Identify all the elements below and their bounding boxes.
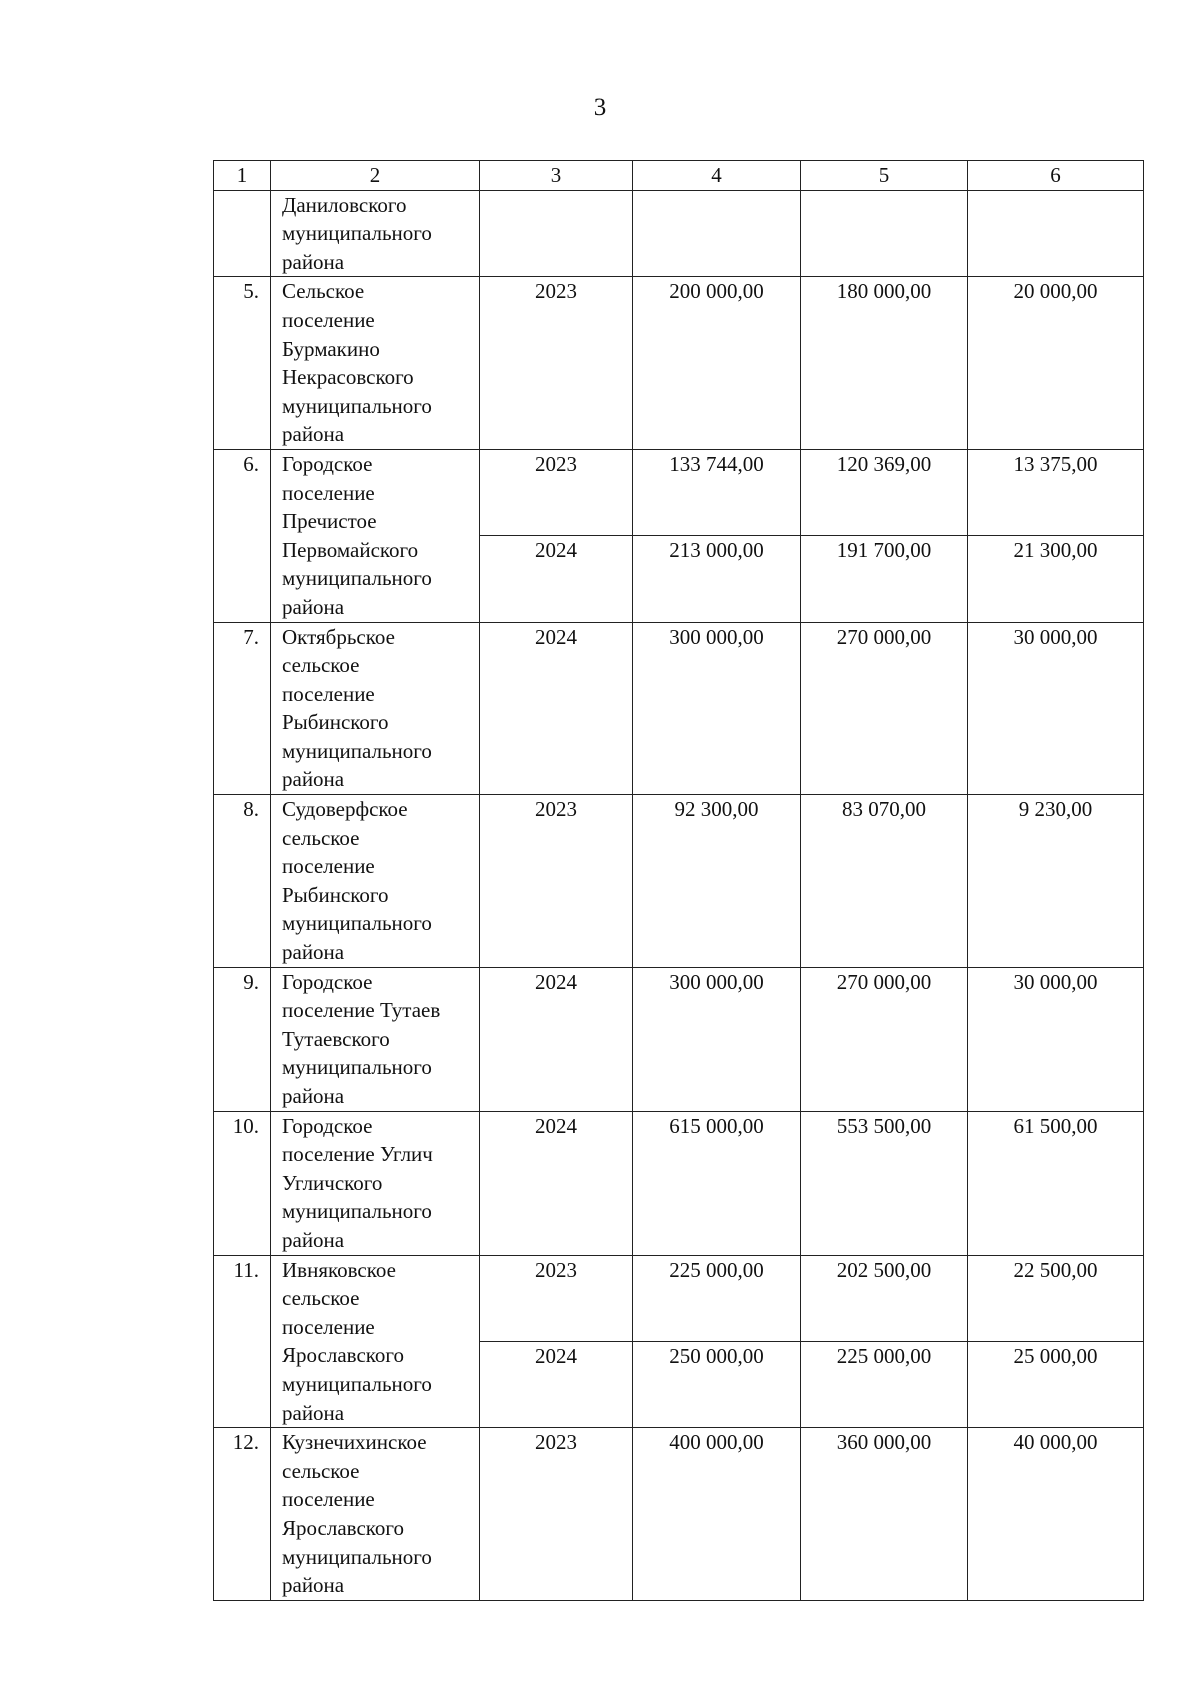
settlement-name-cell — [271, 622, 480, 795]
column-6-amount-cell: 25 000,00 — [968, 1341, 1144, 1427]
year-cell: 2024 — [480, 536, 633, 622]
year-cell: 2023 — [480, 795, 633, 968]
total-amount-cell: 225 000,00 — [633, 1255, 801, 1341]
settlement-name-cell — [271, 967, 480, 1111]
empty-cell — [801, 190, 968, 277]
total-amount-cell: 300 000,00 — [633, 967, 801, 1111]
table-row-continued — [214, 190, 1144, 277]
total-amount-cell: 615 000,00 — [633, 1111, 801, 1255]
column-5-amount-cell: 191 700,00 — [801, 536, 968, 622]
settlement-name-line: муниципального — [282, 566, 432, 591]
year-cell: 2023 — [480, 1255, 633, 1341]
column-6-amount-cell: 61 500,00 — [968, 1111, 1144, 1255]
total-amount-cell: 200 000,00 — [633, 277, 801, 450]
table-row — [214, 967, 1144, 1111]
table-row — [214, 1428, 1144, 1601]
row-number-cell: 10. — [214, 1111, 271, 1255]
settlement-name-line: Первомайского — [282, 537, 419, 562]
column-6-amount-cell: 22 500,00 — [968, 1255, 1144, 1341]
total-amount-cell: 133 744,00 — [633, 449, 801, 535]
settlement-name-line: муниципального — [282, 1371, 432, 1396]
settlement-name-line: района — [282, 1400, 345, 1425]
table-row — [214, 1111, 1144, 1255]
settlement-name-line: района — [282, 940, 345, 965]
settlement-name-line: Октябрьское — [282, 624, 395, 649]
total-amount-cell: 250 000,00 — [633, 1341, 801, 1427]
column-5-amount-cell: 83 070,00 — [801, 795, 968, 968]
settlement-name-line: поселение — [282, 1314, 375, 1339]
settlement-name-line: района — [282, 1227, 345, 1252]
year-cell: 2023 — [480, 449, 633, 535]
column-5-amount-cell: 120 369,00 — [801, 449, 968, 535]
total-amount-cell: 300 000,00 — [633, 622, 801, 795]
settlement-name-line: района — [282, 594, 345, 619]
data-table — [213, 160, 1144, 1601]
settlement-name-line: Ярославского — [282, 1515, 404, 1540]
row-number-cell: 11. — [214, 1255, 271, 1428]
row-number-cell: 7. — [214, 622, 271, 795]
settlement-name-line: Тутаевского — [282, 1026, 390, 1051]
column-5-amount-cell: 270 000,00 — [801, 622, 968, 795]
total-amount-cell: 92 300,00 — [633, 795, 801, 968]
settlement-name-line: поселение — [282, 307, 375, 332]
settlement-name-line: Кузнечихинское — [282, 1430, 427, 1455]
settlement-name-line: Городское — [282, 451, 373, 476]
settlement-name-line: Даниловского — [282, 192, 407, 217]
settlement-name-line: района — [282, 249, 345, 274]
row-number-cell: 6. — [214, 449, 271, 622]
header-cell: 1 — [214, 161, 271, 191]
settlement-name-line: поселение — [282, 681, 375, 706]
header-cell: 4 — [633, 161, 801, 191]
column-6-amount-cell: 13 375,00 — [968, 449, 1144, 535]
settlement-name-line: Городское — [282, 969, 373, 994]
settlement-name-line: поселение — [282, 1487, 375, 1512]
column-6-amount-cell: 30 000,00 — [968, 967, 1144, 1111]
row-number-cell: 12. — [214, 1428, 271, 1601]
total-amount-cell: 400 000,00 — [633, 1428, 801, 1601]
settlement-name-line: района — [282, 422, 345, 447]
settlement-name-line: Ивняковское — [282, 1257, 396, 1282]
settlement-name-line: Ярославского — [282, 1343, 404, 1368]
year-cell: 2024 — [480, 622, 633, 795]
settlement-name-cell — [271, 1428, 480, 1601]
year-cell: 2023 — [480, 277, 633, 450]
settlement-name-line: сельское — [282, 825, 360, 850]
header-cell: 5 — [801, 161, 968, 191]
header-cell: 6 — [968, 161, 1144, 191]
settlement-name-cell — [271, 1111, 480, 1255]
settlement-name-line: муниципального — [282, 393, 432, 418]
column-5-amount-cell: 202 500,00 — [801, 1255, 968, 1341]
column-6-amount-cell: 21 300,00 — [968, 536, 1144, 622]
year-cell: 2024 — [480, 967, 633, 1111]
settlement-name-line: района — [282, 1573, 345, 1598]
settlement-name-line: Бурмакино — [282, 336, 380, 361]
table-row — [214, 277, 1144, 450]
column-6-amount-cell: 20 000,00 — [968, 277, 1144, 450]
row-number-cell — [214, 190, 271, 277]
column-6-amount-cell: 9 230,00 — [968, 795, 1144, 968]
column-6-amount-cell: 40 000,00 — [968, 1428, 1144, 1601]
settlement-name-line: сельское — [282, 1286, 360, 1311]
empty-cell — [633, 190, 801, 277]
settlement-name-line: Рыбинского — [282, 710, 389, 735]
settlement-name-cell — [271, 277, 480, 450]
settlement-name-line: района — [282, 1084, 345, 1108]
header-cell: 2 — [271, 161, 480, 191]
settlement-name-line: района — [282, 767, 345, 792]
row-number-cell: 8. — [214, 795, 271, 968]
settlement-name-line: поселение Углич — [282, 1142, 433, 1167]
settlement-name-line: Судоверфское — [282, 797, 408, 822]
settlement-name-line: Городское — [282, 1113, 373, 1138]
settlement-name-line: муниципального — [282, 1544, 432, 1569]
empty-cell — [968, 190, 1144, 277]
settlement-name-line: муниципального — [282, 738, 432, 763]
table-row — [214, 1255, 1144, 1341]
page-number: 3 — [593, 94, 607, 121]
settlement-name-line: Рыбинского — [282, 882, 389, 907]
table-header-row — [214, 161, 1144, 191]
settlement-name-cell — [271, 190, 480, 277]
settlement-name-line: муниципального — [282, 1055, 432, 1080]
settlement-name-line: поселение — [282, 480, 375, 505]
settlement-name-line: поселение Тутаев — [282, 998, 441, 1023]
settlement-name-line: муниципального — [282, 221, 432, 246]
settlement-name-line: Сельское — [282, 279, 365, 304]
settlement-name-cell — [271, 795, 480, 968]
settlement-name-line: поселение — [282, 854, 375, 879]
year-cell: 2024 — [480, 1111, 633, 1255]
year-cell: 2024 — [480, 1341, 633, 1427]
settlement-name-line: Угличского — [282, 1170, 383, 1195]
settlement-name-line: Пречистое — [282, 509, 377, 534]
row-number-cell: 5. — [214, 277, 271, 450]
settlement-name-line: Некрасовского — [282, 365, 414, 390]
total-amount-cell: 213 000,00 — [633, 536, 801, 622]
empty-cell — [480, 190, 633, 277]
column-5-amount-cell: 360 000,00 — [801, 1428, 968, 1601]
column-5-amount-cell: 225 000,00 — [801, 1341, 968, 1427]
table-row — [214, 449, 1144, 535]
table-row — [214, 795, 1144, 968]
table-body — [214, 161, 1144, 1601]
settlement-name-line: сельское — [282, 653, 360, 678]
settlement-name-line: муниципального — [282, 911, 432, 936]
settlement-name-line: сельское — [282, 1458, 360, 1483]
settlement-name-cell — [271, 1255, 480, 1428]
column-5-amount-cell: 270 000,00 — [801, 967, 968, 1111]
settlement-name-line: муниципального — [282, 1199, 432, 1224]
column-5-amount-cell: 180 000,00 — [801, 277, 968, 450]
column-5-amount-cell: 553 500,00 — [801, 1111, 968, 1255]
header-cell: 3 — [480, 161, 633, 191]
table-row — [214, 622, 1144, 795]
settlement-name-cell — [271, 449, 480, 622]
year-cell: 2023 — [480, 1428, 633, 1601]
column-6-amount-cell: 30 000,00 — [968, 622, 1144, 795]
row-number-cell: 9. — [214, 967, 271, 1111]
